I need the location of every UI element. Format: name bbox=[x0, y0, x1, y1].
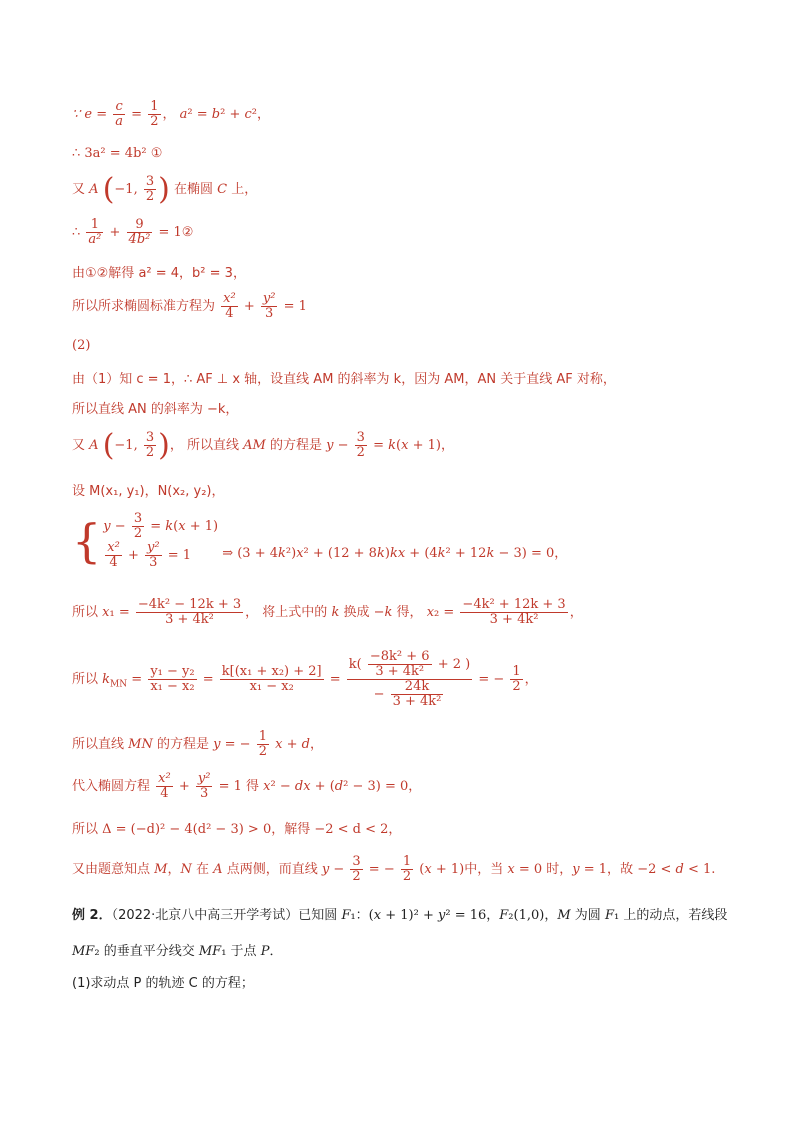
line-17: 所以 Δ = (−d)² − 4(d² − 3) > 0，解得 −2 < d < 2， bbox=[72, 822, 402, 837]
equation-system: { y − $\frac{3}{2}$ = k(x + 1) $\frac{\text{x²}}{4}$ + $\frac{\text{y²}}{3}$ = 1 bbox=[72, 511, 219, 570]
fraction: $\frac{3}{2}$ bbox=[352, 854, 361, 884]
line-11: 设 M(x₁, y₁)，N(x₂, y₂)， bbox=[72, 484, 225, 499]
line-7: (2) bbox=[72, 338, 91, 353]
line-1: ∵ e = $\frac{c}{a}$ = $\frac{1}{2}$ ， a² = b² + c²， bbox=[72, 99, 270, 129]
line-20: MF₂ 的垂直平分线交 MF₁ 于点 P． bbox=[72, 944, 283, 959]
line-21: (1)求动点 P 的轨迹 C 的方程； bbox=[72, 976, 254, 991]
fraction: $\frac{9}{\text{4b²}}$ bbox=[128, 217, 151, 247]
line-4: ∴ $\frac{1}{\text{a²}}$ + $\frac{9}{\text{4b²}}$ = 1② bbox=[72, 217, 194, 247]
fraction: k( $\frac{\text{−8k² + 6}}{\text{3 + 4k²}}$ + 2 ) − $\frac{24k}{\text{3 + 4k²}}$ bbox=[348, 649, 471, 709]
line-14: 所以 $k_{MN}$ = $\frac{\text{y₁ − y₂}}{\text{x₁ − x₂}}$ = $\frac{\text{k[(x₁ + x₂) + 2]}}{\text{x₁ − x₂}}$ = k( $\frac{\text{−8k² + 6}}{\text{3 + 4k²}}$ + 2 ) − $\frac{24k}{\text{3 + 4k²}}$ = − $\frac{1}{2}$ ， bbox=[72, 649, 538, 709]
fraction: $\frac{\text{y₁ − y₂}}{\text{x₁ − x₂}}$ bbox=[150, 664, 195, 694]
line-5: 由①②解得 a² = 4，b² = 3， bbox=[72, 266, 246, 281]
line-15: 所以直线 MN 的方程是 y = − $\frac{1}{2}$ x + d， bbox=[72, 729, 323, 759]
line-19: 例 2．（2022·北京八中高三开学考试）已知圆 F₁：(x + 1)² + y² = 16，F₂(1,0)，M 为圆 F₁ 上的动点，若线段 bbox=[72, 908, 728, 923]
fraction: $\frac{1}{2}$ bbox=[150, 99, 159, 129]
fraction: $\frac{1}{2}$ bbox=[402, 854, 412, 884]
line-2: ∴ 3a² = 4b² ① bbox=[72, 146, 163, 161]
fraction: $\frac{\text{y²}}{3}$ bbox=[197, 771, 211, 801]
fraction: $\frac{\text{y²}}{3}$ bbox=[262, 291, 276, 321]
line-12: { y − $\frac{3}{2}$ = k(x + 1) $\frac{\text{x²}}{4}$ + $\frac{\text{y²}}{3}$ = 1 ⇒ (3 + 4k²)x² + (12 + 8k)kx + (4k² + 12k − 3) = 0， bbox=[72, 511, 568, 570]
line-10: 又 A (−1, $\frac{3}{2}$ )， 所以直线 AM 的方程是 y − $\frac{3}{2}$ = k(x + 1)， bbox=[72, 428, 454, 463]
fraction: $\frac{3}{2}$ bbox=[145, 430, 155, 460]
fraction: $\frac{c}{a}$ bbox=[115, 99, 124, 129]
line-16: 代入椭圆方程 $\frac{\text{x²}}{4}$ + $\frac{\text{y²}}{3}$ = 1 得 x² − dx + (d² − 3) = 0， bbox=[72, 771, 422, 801]
fraction: $\frac{\text{−4k² + 12k + 3}}{\text{3 + 4k²}}$ bbox=[462, 597, 566, 627]
fraction: $\frac{\text{x²}}{4}$ bbox=[158, 771, 171, 801]
fraction: $\frac{\text{−4k² − 12k + 3}}{\text{3 + 4k²}}$ bbox=[137, 597, 242, 627]
line-9: 所以直线 AN 的斜率为 −k， bbox=[72, 402, 239, 417]
line-18: 又由题意知点 M，N 在 A 点两侧，而直线 y − $\frac{3}{2}$ = − $\frac{1}{2}$ (x + 1)中，当 x = 0 时，y = 1，故 −2 < d < 1. bbox=[72, 854, 716, 884]
line-13: 所以 x₁ = $\frac{\text{−4k² − 12k + 3}}{\text{3 + 4k²}}$ ， 将上式中的 k 换成 −k 得， x₂ = $\frac{\text{−4k² + 12k + 3}}{\text{3 + 4k²}}$ ， bbox=[72, 597, 583, 627]
fraction: $\frac{\text{k[(x₁ + x₂) + 2]}}{\text{x₁ − x₂}}$ bbox=[221, 664, 322, 694]
fraction: $\frac{3}{2}$ bbox=[356, 430, 365, 460]
line-8: 由（1）知 c = 1，∴ AF ⊥ x 轴，设直线 AM 的斜率为 k，因为 AM，AN 关于直线 AF 对称， bbox=[72, 372, 616, 387]
fraction: $\frac{\text{x²}}{4}$ bbox=[223, 291, 236, 321]
fraction: $\frac{1}{2}$ bbox=[512, 664, 521, 694]
line-3: 又 A (−1, $\frac{3}{2}$ ) 在椭圆 C 上， bbox=[72, 172, 258, 207]
line-6: 所以所求椭圆标准方程为 $\frac{\text{x²}}{4}$ + $\frac{\text{y²}}{3}$ = 1 bbox=[72, 291, 307, 321]
fraction: $\frac{1}{\text{a²}}$ bbox=[88, 217, 102, 247]
fraction: $\frac{3}{2}$ bbox=[145, 174, 155, 204]
fraction: $\frac{1}{2}$ bbox=[258, 729, 267, 759]
